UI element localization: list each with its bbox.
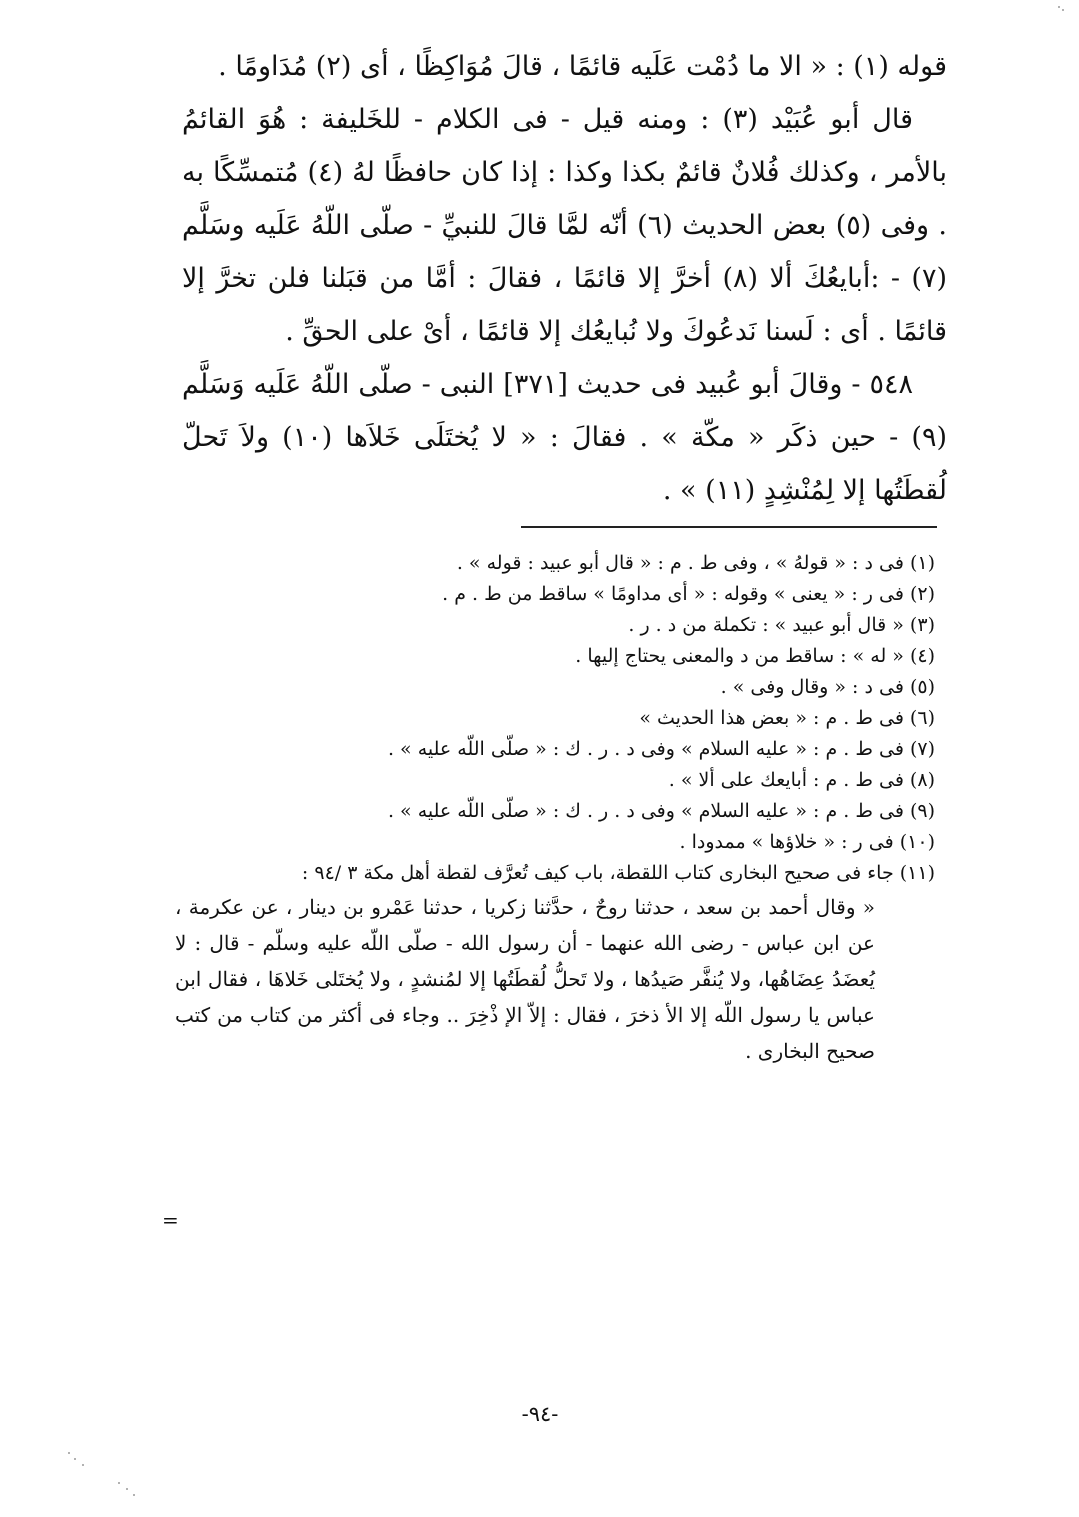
scan-speck — [74, 1458, 76, 1460]
footnote-1: (١) فى د : « قولهُ » ، وفى ط . م : « قال أبو عبيد : قوله » . — [456, 552, 935, 574]
footnote-2: (٢) فى ر : « يعنى » وقوله : « أى مداومًا » ساقط من ط . م . — [442, 583, 935, 605]
footnote-9: (٩) فى ط . م : « عليه السلام » وفى د . ر . ك : « صلّى اللّه عليه » . — [387, 800, 935, 822]
footnote-8: (٨) فى ط . م : أبايعك على ألا » . — [668, 769, 935, 791]
scan-speck — [1058, 6, 1060, 8]
scan-speck — [82, 1464, 84, 1466]
footnote-10: (١٠) فى ر : « خلاؤها » ممدودا . — [679, 831, 935, 853]
main-text — [182, 40, 947, 517]
scan-speck — [126, 1488, 128, 1490]
footnote-7: (٧) فى ط . م : « عليه السلام » وفى د . ر . ك : « صلّى اللّه عليه » . — [387, 738, 935, 760]
footnote-4: (٤) « له » : ساقط من د والمعنى يحتاج إليها . — [575, 645, 935, 667]
continuation-mark: = — [162, 1208, 179, 1232]
scan-speck — [1062, 9, 1064, 11]
footnote-5: (٥) فى د : « وقال وفى » . — [720, 676, 935, 698]
footnotes — [150, 548, 935, 1069]
main-text-paragraph-2: قال أبو عُبَيْد (٣) : ومنه قيل - فى الكلام - للخَليفة : هُوَ القائمُ بالأمر ، وكذلك فُلانٌ قائمٌ بكذا وكذا : إذا كان حافظًا لهُ (٤) مُتمسِّكًا به . وفى (٥) بعض الحديث (٦) أنّه لمَّا قالَ للنبيِّ - صلّى اللّهُ عَلَيه وسَلَّم (٧) - :أبايعُكَ ألا (٨) أخرَّ إلا قائمًا ، فقالَ : أمَّا من قبَلنا فلن تخرَّ إلا قائمًا . أى : لَسنا نَدعُوكَ ولا نُبايعُك إلا قائمًا ، أىْ على الحقِّ . — [182, 104, 947, 347]
main-text-line-1: قوله (١) : « الا ما دُمْت عَلَيه قائمًا ، قالَ مُوَاكِظًا ، أى (٢) مُدَاومًا . — [218, 51, 947, 82]
footnote-separator — [521, 526, 937, 528]
footnote-6: (٦) فى ط . م : « بعض هذا الحديث » — [639, 707, 935, 729]
scan-speck — [118, 1482, 120, 1484]
main-text-paragraph-3: ٥٤٨ - وقالَ أبو عُبيد فى حديث [٣٧١] النبى - صلّى اللّهُ عَلَيه وَسَلَّم (٩) - حين ذكَر « مكّة » . فقالَ : « لا يُختَلَى خَلاَها (١٠) ولاَ تَحلّ لُقطَتُها إلا لِمُنْشِدٍ (١١) » . — [182, 369, 948, 506]
footnote-11-continuation: « وقال أحمد بن سعد ، حدثنا روحٌ ، حدَّثنا زكريا ، حدثنا عَمْرو بن دينار ، عن عكرمة ، عن ابن عباس - رضى الله عنهما - أن رسول الله - صلّى اللّه عليه وسلّم - قال : لا يُعضَدُ عِضَاهُها، ولا يُنفَّر صَيدُها ، ولا تَحلُّ لُقطَتُها إلا لمُنشدٍ ، ولا يُختَلى خَلاهَا ، فقال ابن عباس يا رسول اللّه إلا الأ ذخرَ ، فقال : إلاّ الإ ذْخِرَ .. وجاء فى أكثر من كتاب من كتب صحيح البخارى . — [175, 895, 875, 1063]
footnote-11: (١١) جاء فى صحيح البخارى كتاب اللقطة، باب كيف تُعرَّف لقطة أهل مكة ٣ /٩٤ : — [301, 862, 935, 884]
page-number: -٩٤- — [521, 1402, 559, 1426]
scan-speck — [133, 1494, 135, 1496]
scan-speck — [68, 1452, 70, 1454]
footnote-3: (٣) « قال أبو عبيد » : تكملة من د . ر . — [628, 614, 935, 636]
